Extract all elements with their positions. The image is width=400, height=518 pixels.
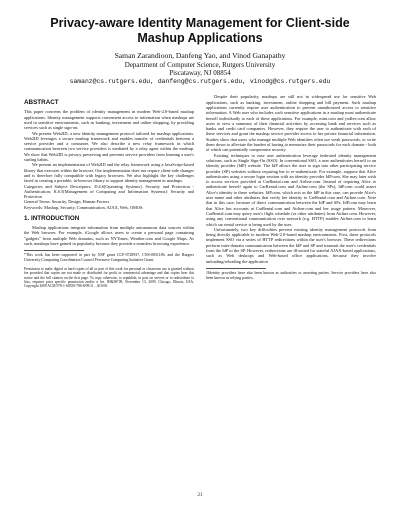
- affiliation: Department of Computer Science, Rutgers University: [124, 60, 276, 69]
- abstract-heading: ABSTRACT: [24, 99, 59, 107]
- categories: Categories and Subject Descriptors: D.4.6[Operating Systems]: Security and Protection - Authentication; K.6.5[Management of Computing and Information Systems]: Security and Protection: [24, 183, 194, 200]
- intro-heading: 1. INTRODUCTION: [24, 215, 80, 223]
- body-paragraph: Unfortunately, two key difficulties prevent existing identity management protocols from being directly applicable to modern Web-2.0-based mashup environments. First, these protocols implement SSO via a series of HTTP redirections within the user's browser. These redirections perform inter-domain communication between the IdP and SP and transmit the user's credentials from the IdP to the SP. However, redirections are ill-suited for stateful AJAX-based applications, such as Web desktops and Web-based office applications, because they involve unloading/reloading the application: [206, 226, 376, 264]
- abstract-paragraph: We present Web2ID, a new identity management protocol tailored for mashup applications. Web2ID leverages a secure mashup framework and enables transfer of credentials between a service provider and a consumer. We also describe a new relay framework in which communication between two service providers is mediated by a relay agent within the mashup. We show that Web2ID is privacy preserving and prevents service providers from learning a user's surfing habits.: [24, 130, 194, 163]
- abstract-paragraph: We present an implementation of Web2ID and the relay framework using a JavaScript-based library that executes within the browser. Our implementation does not require client-side changes and is therefore fully compatible with legacy browsers. We also highlight the key challenges faced in creating a portable, in-browser library to support identity management in mashups.: [24, 162, 194, 184]
- location: Piscataway, NJ 08854: [169, 69, 231, 78]
- paper-title: Privacy-aware Identity Management for Client-side Mashup Applications: [50, 16, 350, 45]
- author-names: Saman Zarandioon, Danfeng Yao, and Vinod Ganapathy: [114, 51, 286, 60]
- right-column: [206, 94, 376, 288]
- body-paragraph: Despite their popularity, mashups are still not in widespread use for sensitive Web applications, such as banking, investment, online shopping and bill payment. Such mashup applications currently require user authentication to prevent unauthorized access to sensitive information. A Web user who includes such sensitive applications in a mashup must authenticate herself individually to each of these applications. For example, mint.com and yodlee.com allow users to view a summary of their financial activities by accessing bank and services such as banks and credit card companies. However, they require the user to authenticate with each of these services and grant the mashup service provider access to her private financial information. Studies show that users who manage multiple Web identities often use weak passwords, or write them down to alleviate the burden of having to memorize their passwords for each domain - both of which can potentially compromise security.: [206, 94, 376, 153]
- left-column: [24, 94, 194, 288]
- terminology-footnote: 1Identity providers have also been known as authorities or asserting parties. Service providers have also been known as relying parties.: [206, 270, 376, 280]
- general-terms: General Terms: Security, Design, Human Factors: [24, 199, 110, 205]
- footnote-divider: [206, 268, 266, 269]
- author-block: [24, 52, 376, 86]
- funding-footnote: *This work has been supported in part by NSF grant CCF-0728937, CNS-0831186, and the Rutgers University Computing Coordination Council Pervasive Computing Initiative Grant.: [24, 253, 194, 262]
- copyright-notice: Permission to make digital or hard copies of all or part of this work for personal or classroom use is granted without fee provided that copies are not made or distributed for profit or commercial advantage and that copies bear this notice and the full citation on the first page. To copy otherwise, to republish, to post on servers or to redistribute to lists, requires prior specific permission and/or a fee. IH&IW'09, November 13, 2009, Chicago, Illinois, USA. Copyright 2009 ACM 978-1-60558-786-8/09/11 ...$10.00.: [24, 266, 194, 289]
- body-paragraph: Existing techniques to ease user authentication leverage federated identity management solutions, such as Single Sign-On (SSO). In conventional SSO, a user authenticates herself to an identity provider (IdP) website. The IdP allows the user to sign into other participating service provider (SP) websites without requiring her to re-authenticate. For example, suppose that Alice authenticates using a secure login session with an identity provider IdP.com. She may later wish to access services provided at CarRental.com and Airline.com. Instead of requiring Alice to authenticate herself again to CarRental.com and Airline.com (the SPs), IdP.com could assert Alice's identity to these websites. IdP.com, which acts as the IdP in this case, can provide Alice's user name and other attributes that verify her identity to CarRental.com and Airline.com. Note that in this case, because of direct communication between the IdP and SPs, IdP.com may learn that Alice has accounts at CarRental.com and Airline.com and her usage pattern. Moreover, CarRental.com may query user's flight schedule (or other attributes) from Airline.com. However, using any conventional communication over network (e.g. HTTP) enables Airline.com to learn which car rental service is being used by the user.: [206, 152, 376, 227]
- author-emails: samanz@cs.rutgers.edu, danfeng@cs.rutgers.edu, vinodg@cs.rutgers.edu: [69, 77, 331, 85]
- body-columns: [24, 94, 376, 288]
- page-number: 21: [197, 493, 203, 498]
- intro-paragraph: Mashup applications integrate information from multiple autonomous data sources within the Web browser. For example, iGoogle allows users to create a personal page containing "gadgets" from multiple Web domains, such as NYTimes, Weather.com and Google Maps. As such, mashups have gained in popularity because they provide a seamless browsing experience.: [24, 225, 194, 246]
- footnote-divider: [24, 250, 84, 251]
- abstract-paragraph: This paper concerns the problem of identity management in modern Web-2.0-based mashup applications. Identity management supports convenient access to information when mashups are used in sensitive environments, such as banking, investment and online shopping, by providing services such as single sign-on.: [24, 109, 194, 131]
- keywords: Keywords: Mashup, Security, Communication, AJAX, Web, OMOS.: [24, 204, 144, 210]
